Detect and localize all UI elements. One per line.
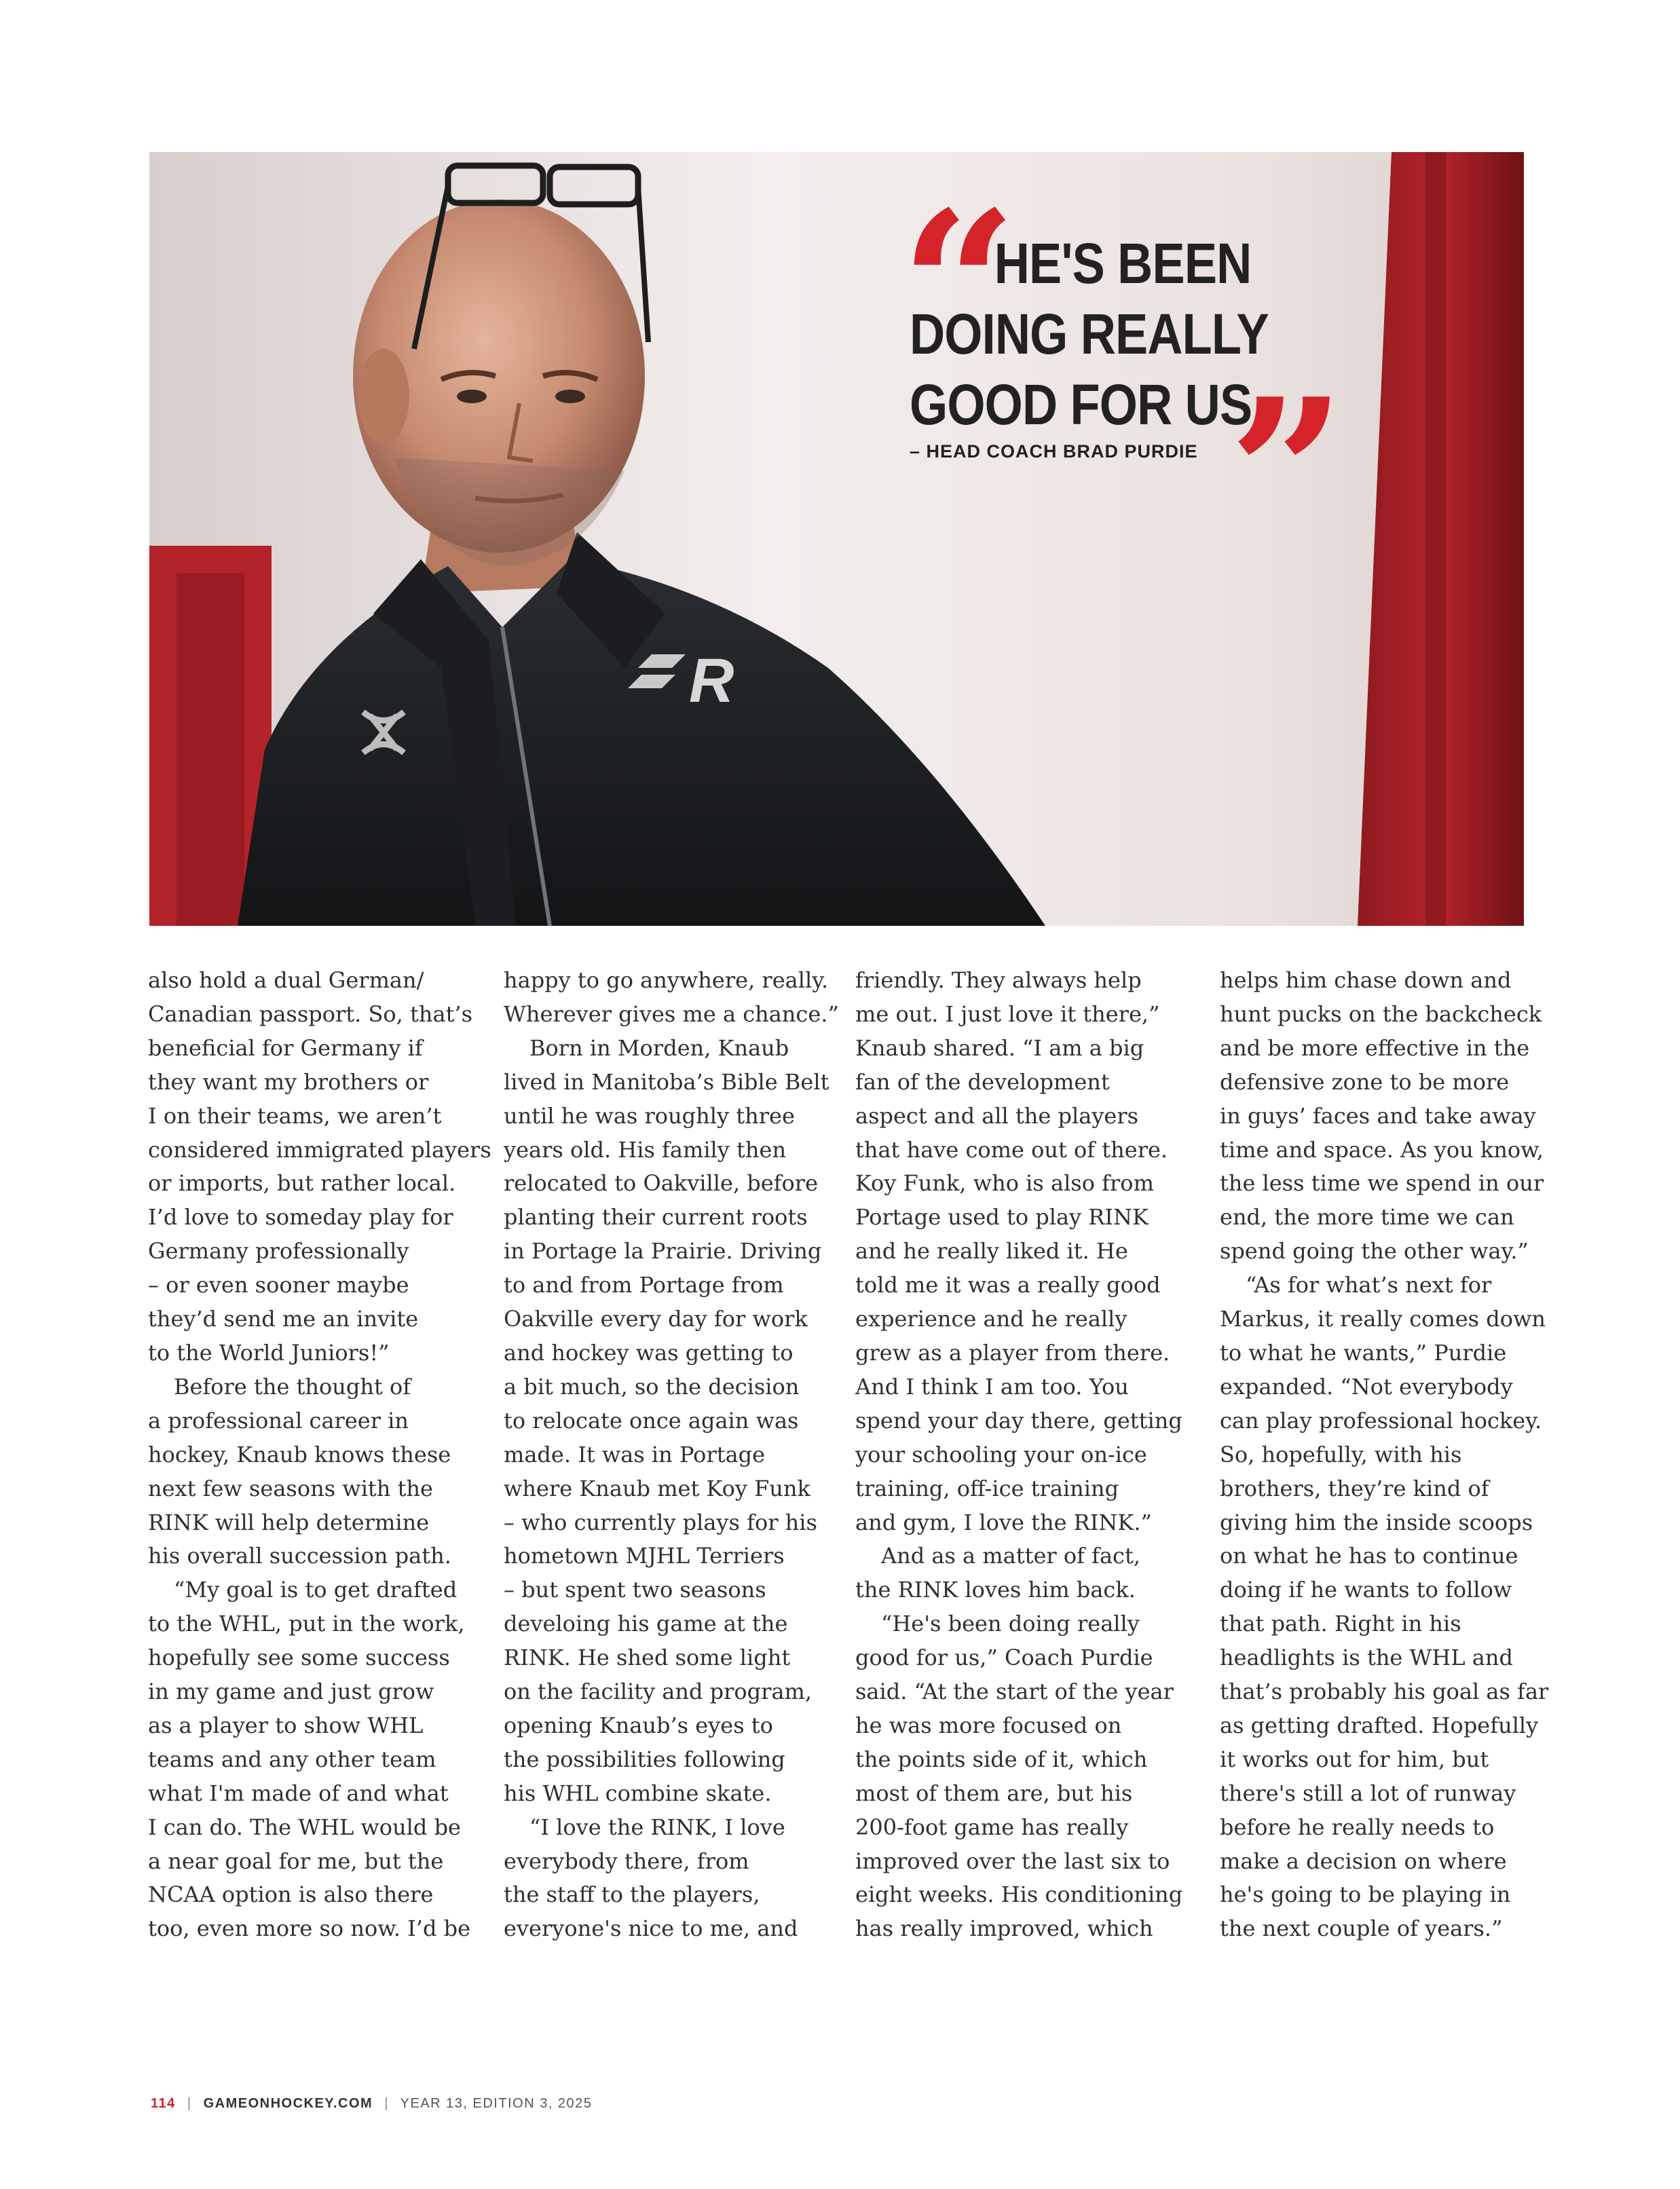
article-column-2: [504, 964, 839, 1946]
article-line: – who currently plays for his: [504, 1509, 817, 1535]
article-line: on what he has to continue: [1220, 1543, 1518, 1569]
article-line: “As for what’s next for: [1246, 1272, 1492, 1298]
article-line: that path. Right in his: [1220, 1611, 1461, 1637]
article-line: the staff to the players,: [504, 1882, 760, 1908]
article-line: aspect and all the players: [855, 1102, 1139, 1129]
article-line: me out. I just love it there,”: [855, 1000, 1160, 1027]
article-line: defensive zone to be more: [1220, 1068, 1510, 1095]
article-line: they’d send me an invite: [148, 1306, 419, 1332]
article-line: spend going the other way.”: [1220, 1238, 1529, 1265]
article-line: his overall succession path.: [148, 1543, 451, 1569]
article-line: time and space. As you know,: [1220, 1136, 1544, 1163]
article-column-4: [1220, 964, 1549, 1946]
article-line: Germany professionally: [148, 1238, 409, 1265]
article-line: as getting drafted. Hopefully: [1220, 1712, 1539, 1738]
article-line: to and from Portage from: [504, 1272, 784, 1298]
article-line: happy to go anywhere, really.: [504, 967, 829, 993]
article-line: RINK. He shed some light: [504, 1645, 791, 1671]
article-line: hunt pucks on the backcheck: [1220, 1000, 1542, 1027]
article-line: a professional career in: [148, 1407, 409, 1434]
article-line: or imports, but rather local.: [148, 1170, 456, 1197]
article-line: that’s probably his goal as far: [1220, 1679, 1549, 1705]
article-line: most of them are, but his: [855, 1780, 1133, 1806]
article-line: eight weeks. His conditioning: [855, 1882, 1183, 1908]
article-line: Oakville every day for work: [504, 1306, 808, 1332]
article-line: everyone's nice to me, and: [504, 1915, 798, 1942]
article-line: helps him chase down and: [1220, 967, 1512, 993]
article-line: end, the more time we can: [1220, 1204, 1514, 1231]
article-line: opening Knaub’s eyes to: [504, 1712, 773, 1738]
article-line: make a decision on where: [1220, 1848, 1507, 1874]
footer-edition: YEAR 13, EDITION 3, 2025: [400, 2096, 593, 2111]
article-line: he's going to be playing in: [1220, 1882, 1511, 1908]
article-line: friendly. They always help: [855, 967, 1142, 993]
article-line: the less time we spend in our: [1220, 1170, 1544, 1197]
article-line: relocated to Oakville, before: [504, 1170, 819, 1197]
article-line: your schooling your on-ice: [855, 1441, 1147, 1467]
article-line: Wherever gives me a chance.”: [504, 1000, 839, 1027]
pull-quote-line-2: DOING REALLY: [910, 302, 1269, 366]
article-line: – or even sooner maybe: [148, 1272, 409, 1298]
article-line: “My goal is to get drafted: [174, 1577, 458, 1603]
close-quote-mark: ”: [1229, 354, 1346, 593]
feature-photo: [149, 152, 1524, 926]
article-line: improved over the last six to: [855, 1848, 1170, 1874]
article-line: it works out for him, but: [1220, 1746, 1489, 1772]
article-line: the points side of it, which: [855, 1746, 1148, 1772]
article-line: said. “At the start of the year: [855, 1679, 1174, 1705]
article-line: Koy Funk, who is also from: [855, 1170, 1154, 1197]
pull-quote-attribution: – HEAD COACH BRAD PURDIE: [910, 441, 1198, 462]
article-line: can play professional hockey.: [1220, 1407, 1542, 1434]
article-line: to the World Juniors!”: [148, 1339, 390, 1366]
article-line: 200-foot game has really: [855, 1814, 1129, 1840]
article-line: in guys’ faces and take away: [1220, 1102, 1536, 1129]
article-line: doing if he wants to follow: [1220, 1577, 1512, 1603]
article-line: to what he wants,” Purdie: [1220, 1339, 1507, 1366]
article-line: RINK will help determine: [148, 1509, 430, 1535]
article-line: Born in Morden, Knaub: [529, 1034, 789, 1061]
article-line: the next couple of years.”: [1220, 1915, 1503, 1942]
article-line: develoing his game at the: [504, 1611, 788, 1637]
page-number: 114: [151, 2096, 176, 2111]
footer-separator-1: |: [187, 2096, 192, 2111]
article-line: years old. His family then: [504, 1136, 787, 1163]
article-line: the RINK loves him back.: [855, 1577, 1136, 1603]
article-line: what I'm made of and what: [148, 1780, 449, 1806]
article-line: told me it was a really good: [855, 1272, 1161, 1298]
article-line: experience and he really: [855, 1306, 1127, 1332]
article-line: in my game and just grow: [148, 1679, 434, 1705]
article-line: where Knaub met Koy Funk: [504, 1475, 810, 1501]
article-line: and hockey was getting to: [504, 1339, 794, 1366]
article-line: has really improved, which: [855, 1915, 1153, 1942]
article-line: hometown MJHL Terriers: [504, 1543, 785, 1569]
article-line: there's still a lot of runway: [1220, 1780, 1516, 1806]
article-line: next few seasons with the: [148, 1475, 433, 1501]
article-line: NCAA option is also there: [148, 1882, 434, 1908]
pull-quote: [900, 166, 1346, 593]
article-line: Knaub shared. “I am a big: [855, 1034, 1144, 1061]
svg-text:R: R: [689, 646, 734, 715]
article-line: I’d love to someday play for: [148, 1204, 453, 1231]
article-line: So, hopefully, with his: [1220, 1441, 1462, 1467]
article-line: to relocate once again was: [504, 1407, 799, 1434]
article-line: and he really liked it. He: [855, 1238, 1128, 1265]
pull-quote-line-3: GOOD FOR US: [910, 373, 1252, 436]
article-line: “I love the RINK, I love: [529, 1814, 785, 1840]
article-line: planting their current roots: [504, 1204, 808, 1231]
article-line: lived in Manitoba’s Bible Belt: [504, 1068, 829, 1095]
article-line: brothers, they’re kind of: [1220, 1475, 1489, 1501]
footer-separator-2: |: [384, 2096, 389, 2111]
article-line: And I think I am too. You: [855, 1373, 1129, 1400]
article-line: to the WHL, put in the work,: [148, 1611, 465, 1637]
page-footer: [151, 2096, 592, 2112]
footer-site-link[interactable]: GAMEONHOCKEY.COM: [203, 2096, 373, 2111]
article-column-3: [855, 964, 1181, 1946]
article-line: I on their teams, we aren’t: [148, 1102, 442, 1129]
article-line: a bit much, so the decision: [504, 1373, 800, 1400]
article-line: hockey, Knaub knows these: [148, 1441, 451, 1467]
article-line: and gym, I love the RINK.”: [855, 1509, 1152, 1535]
article-line: – but spent two seasons: [504, 1577, 766, 1603]
article-line: fan of the development: [855, 1068, 1110, 1095]
article-line: expanded. “Not everybody: [1220, 1373, 1513, 1400]
article-line: too, even more so now. I’d be: [148, 1915, 471, 1942]
article-line: giving him the inside scoops: [1220, 1509, 1533, 1535]
article-line: considered immigrated players: [148, 1136, 491, 1163]
article-line: they want my brothers or: [148, 1068, 429, 1095]
article-line: a near goal for me, but the: [148, 1848, 444, 1874]
article-line: until he was roughly three: [504, 1102, 795, 1129]
article-line: “He's been doing really: [881, 1611, 1140, 1637]
article-line: teams and any other team: [148, 1746, 436, 1772]
article-line: also hold a dual German/: [148, 967, 424, 993]
article-line: And as a matter of fact,: [881, 1543, 1140, 1569]
pull-quote-line-1: HE'S BEEN: [994, 231, 1252, 295]
article-line: Portage used to play RINK: [855, 1204, 1149, 1231]
article-line: in Portage la Prairie. Driving: [504, 1238, 822, 1265]
article-line: I can do. The WHL would be: [148, 1814, 461, 1840]
article-column-1: [148, 964, 491, 1946]
article-line: headlights is the WHL and: [1220, 1645, 1513, 1671]
article-line: good for us,” Coach Purdie: [855, 1645, 1153, 1671]
article-line: grew as a player from there.: [855, 1339, 1170, 1366]
article-line: on the facility and program,: [504, 1679, 813, 1705]
article-line: he was more focused on: [855, 1712, 1122, 1738]
article-line: his WHL combine skate.: [504, 1780, 772, 1806]
article-line: that have come out of there.: [855, 1136, 1168, 1163]
article-line: Before the thought of: [174, 1373, 411, 1400]
article-line: the possibilities following: [504, 1746, 785, 1772]
article-line: made. It was in Portage: [504, 1441, 766, 1467]
article-line: everybody there, from: [504, 1848, 749, 1874]
article-line: beneficial for Germany if: [148, 1034, 423, 1061]
article-line: training, off-ice training: [855, 1475, 1119, 1501]
article-line: before he really needs to: [1220, 1814, 1495, 1840]
article-line: and be more effective in the: [1220, 1034, 1530, 1061]
article-line: Canadian passport. So, that’s: [148, 1000, 473, 1027]
article-line: spend your day there, getting: [855, 1407, 1182, 1434]
article-line: as a player to show WHL: [148, 1712, 424, 1738]
open-quote-mark: “: [900, 166, 1018, 406]
article-line: hopefully see some success: [148, 1645, 450, 1671]
article-line: Markus, it really comes down: [1220, 1306, 1546, 1332]
